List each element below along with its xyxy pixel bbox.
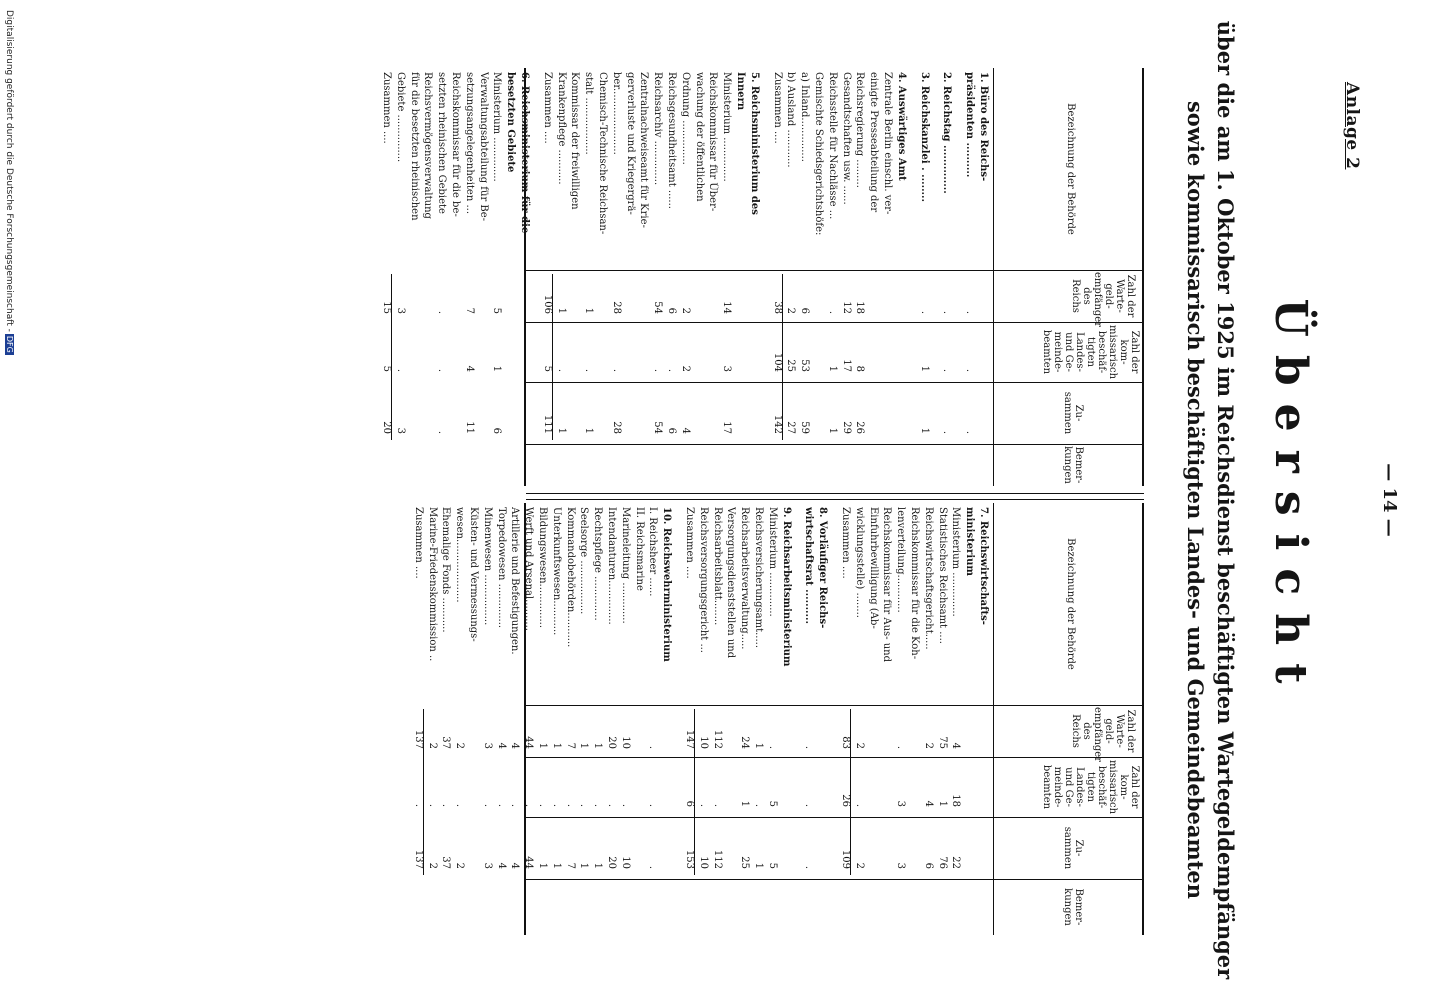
row-label: Reichskommissar für Aus- und xyxy=(881,507,893,662)
page-number: — 14 — xyxy=(1379,463,1400,537)
value-zusammen: 3 xyxy=(895,862,907,869)
value-warte: 18 xyxy=(854,301,866,314)
row-label: II. Reichsmarine xyxy=(633,507,645,591)
value-landes: 18 xyxy=(950,794,962,807)
value-landes: . xyxy=(495,803,507,807)
value-landes: . xyxy=(592,803,604,807)
value-zusammen: 1 xyxy=(583,427,595,434)
value-zusammen: 3 xyxy=(481,862,493,869)
value-zusammen: 1 xyxy=(826,427,838,434)
value-zusammen: 5 xyxy=(766,862,778,869)
row-label: 1. Büro des Reichs- xyxy=(978,72,989,182)
row-label: Verwaltungsabteilung für Be- xyxy=(477,72,489,222)
row-label: 10. Reichswehrministerium xyxy=(661,507,673,662)
value-zusammen: 29 xyxy=(840,421,852,434)
row-label: Reichswirtschaftsgericht..... xyxy=(922,507,934,650)
value-zusammen: 17 xyxy=(721,421,733,434)
row-label: setzten rheinischen Gebiete xyxy=(436,72,448,214)
value-landes: 1 xyxy=(491,365,503,372)
header-landes: Zahl der kom- missarisch beschäf- tigten Landes- und Ge- meinde- beamten xyxy=(1041,324,1140,380)
row-label: 5. Reichsministerium des xyxy=(748,72,760,215)
row-label: Ordnung .............. xyxy=(679,72,691,165)
row-label: 9. Reichsarbeitsministerium xyxy=(780,507,792,667)
value-warte: 2 xyxy=(426,742,438,749)
value-warte: 1 xyxy=(537,742,548,749)
value-warte: 137 xyxy=(412,729,424,749)
row-label: I. Reichsheer ...... xyxy=(647,507,659,597)
value-warte: . xyxy=(941,310,953,314)
value-zusammen: 4 xyxy=(495,862,507,869)
header-bemerkungen: Bemer- kungen xyxy=(1062,446,1084,484)
value-warte: 6 xyxy=(666,307,677,314)
value-zusammen: 1 xyxy=(537,862,548,869)
value-zusammen: 1 xyxy=(592,862,604,869)
value-zusammen: 4 xyxy=(509,862,521,869)
value-landes: 4 xyxy=(463,365,475,372)
row-label: Krankenpflege ........... xyxy=(555,72,567,185)
value-warte: 2 xyxy=(922,742,934,749)
value-warte: 4 xyxy=(495,742,507,749)
header-name: Bezeichnung der Behörde xyxy=(1065,103,1076,235)
row-label: Reichsarbeitsverwaltung..... xyxy=(739,507,751,650)
value-zusammen: 76 xyxy=(936,856,948,869)
row-label: wachung der öffentlichen xyxy=(693,72,705,202)
row-label: Reichskommissar für Über- xyxy=(707,72,719,212)
value-warte: 1 xyxy=(578,742,590,749)
value-landes: 5 xyxy=(766,800,778,807)
value-warte: 1 xyxy=(753,742,764,749)
value-warte: 4 xyxy=(950,742,962,749)
value-zusammen: 1 xyxy=(550,862,562,869)
value-zusammen: 2 xyxy=(454,862,466,869)
row-label: 4. Auswärtiges Amt xyxy=(895,72,907,181)
header-bemerkungen: Bemer- kungen xyxy=(1062,888,1084,926)
row-label: Marine-Friedenskommission .. xyxy=(426,507,438,662)
row-label: Ministerium .............. xyxy=(491,72,503,182)
row-label: Artillerie und Befestigungen. xyxy=(509,507,521,655)
value-zusammen: 22 xyxy=(950,856,962,869)
value-warte: . xyxy=(826,310,838,314)
row-label: wesen.................... xyxy=(454,507,466,603)
value-zusammen: 137 xyxy=(412,849,424,869)
row-label: Torpedowesen .............. xyxy=(495,507,507,629)
value-zusammen: 6 xyxy=(666,427,677,434)
value-zusammen: 11 xyxy=(463,421,475,434)
row-label: Reichsversorgungsgericht ... xyxy=(697,507,709,653)
row-label: 6. Reichsministerium für die xyxy=(519,72,530,234)
value-landes: . xyxy=(481,803,493,807)
column-divider xyxy=(526,444,1144,445)
value-zusammen: 1 xyxy=(753,862,764,869)
value-zusammen: 59 xyxy=(799,421,811,434)
row-label: für die besetzten rheinischen xyxy=(408,72,420,221)
header-warte: Zahl der Warte- geld- empfänger des Reichs xyxy=(1070,707,1136,763)
value-landes: . xyxy=(564,803,576,807)
value-zusammen: 28 xyxy=(610,421,622,434)
value-warte: . xyxy=(436,310,448,314)
value-warte: 24 xyxy=(739,736,751,749)
value-warte: . xyxy=(964,310,976,314)
header-landes: Zahl der kom- missarisch beschäf- tigten Landes- und Ge- meinde- beamten xyxy=(1041,759,1140,815)
value-landes: . xyxy=(753,803,764,807)
value-zusammen: 109 xyxy=(840,849,851,869)
row-label: Reichsstelle für Nachlässe ... xyxy=(826,72,838,220)
value-landes: 2 xyxy=(679,365,691,372)
value-zusammen: 112 xyxy=(711,849,723,869)
value-zusammen: 44 xyxy=(523,856,535,869)
value-zusammen: 27 xyxy=(785,421,797,434)
value-warte: 20 xyxy=(606,736,617,749)
value-landes: . xyxy=(941,368,953,372)
row-label: Zusammen .... xyxy=(840,507,851,579)
value-warte: . xyxy=(895,745,907,749)
value-landes: 6 xyxy=(684,800,695,807)
value-zusammen: . xyxy=(647,865,659,869)
row-label: Unterkunftswesen........... xyxy=(550,507,562,636)
footer xyxy=(4,10,14,355)
value-zusammen: . xyxy=(803,865,815,869)
value-warte: 147 xyxy=(684,729,695,749)
value-warte: 54 xyxy=(652,301,664,314)
value-warte: 10 xyxy=(697,736,709,749)
subtitle-line-2: sowie kommissarisch beschäftigten Landes- und Gemeindebeamten xyxy=(1183,100,1208,899)
value-zusammen: . xyxy=(964,430,976,434)
table-header-rule xyxy=(993,503,994,935)
value-warte: 2 xyxy=(454,742,466,749)
value-landes: 53 xyxy=(799,359,811,372)
value-zusammen: 6 xyxy=(491,427,503,434)
value-zusammen: 25 xyxy=(739,856,751,869)
value-zusammen: 1 xyxy=(918,427,930,434)
value-landes: . xyxy=(436,368,448,372)
row-label: Ministerium .............. xyxy=(950,507,962,617)
row-label: Zentralnachweiseamt für Krie- xyxy=(638,72,650,228)
value-warte: 2 xyxy=(853,742,865,749)
value-zusammen: 2 xyxy=(853,862,865,869)
value-warte: 5 xyxy=(491,307,503,314)
value-warte: 112 xyxy=(711,729,723,749)
value-landes: . xyxy=(440,803,452,807)
value-landes: . xyxy=(666,368,677,372)
row-label: Reichsvermögensverwaltung xyxy=(422,72,434,219)
row-label: Reichsversicherungsamt..... xyxy=(753,507,764,649)
row-label: Ministerium .............. xyxy=(766,507,778,617)
value-zusammen: 142 xyxy=(771,414,783,434)
value-warte: 75 xyxy=(936,736,948,749)
value-warte: 1 xyxy=(592,742,604,749)
value-warte: 7 xyxy=(564,742,576,749)
value-landes: . xyxy=(550,803,562,807)
table-top-rule xyxy=(1142,503,1144,935)
value-zusammen: 2 xyxy=(426,862,438,869)
row-label: wirtschaftsrat .......... xyxy=(803,507,815,624)
row-label: a) Inland.............. xyxy=(799,72,811,162)
row-label: wicklungsstelle) ........ xyxy=(853,507,865,618)
row-label: Reichsarchiv .............. xyxy=(652,72,664,186)
row-label: Reichsgesundheitsamt ...... xyxy=(666,72,677,209)
row-label: Zusammen .... xyxy=(412,507,424,579)
row-label: Minenwesen ................ xyxy=(481,507,493,626)
row-label: Innern xyxy=(735,72,746,111)
value-warte: 28 xyxy=(610,301,622,314)
value-warte: . xyxy=(647,745,659,749)
value-landes: . xyxy=(697,803,709,807)
value-zusammen: 20 xyxy=(606,856,617,869)
value-landes: 25 xyxy=(785,359,797,372)
table-top-rule xyxy=(1142,68,1144,486)
value-warte: 1 xyxy=(550,742,562,749)
row-label: Gemischte Schiedsgerichtshöfe: xyxy=(813,72,824,236)
value-zusammen: 153 xyxy=(684,849,695,869)
row-label: Reichskommissar für die Koh- xyxy=(909,507,920,660)
value-landes: . xyxy=(583,368,595,372)
value-warte: 2 xyxy=(679,307,691,314)
row-label: Ministerium .............. xyxy=(721,72,733,182)
value-zusammen: 10 xyxy=(697,856,709,869)
row-label: ber..................... xyxy=(610,72,622,155)
value-landes: 4 xyxy=(922,800,934,807)
value-landes: 1 xyxy=(918,365,930,372)
header-zusammen: Zu- sammen xyxy=(1062,391,1084,435)
value-landes: . xyxy=(537,803,548,807)
anlage-label: Anlage 2 xyxy=(1342,82,1362,170)
value-landes: 1 xyxy=(739,800,751,807)
value-warte: 37 xyxy=(440,736,452,749)
value-warte: 44 xyxy=(523,736,535,749)
value-warte: 106 xyxy=(541,294,553,314)
value-zusammen: 4 xyxy=(679,427,691,434)
value-zusammen: 3 xyxy=(394,427,406,434)
row-label: lenverteilung............ xyxy=(895,507,907,613)
value-zusammen: . xyxy=(436,430,448,434)
value-zusammen: 1 xyxy=(578,862,590,869)
value-warte: 2 xyxy=(785,307,797,314)
value-zusammen: 1 xyxy=(555,427,567,434)
page-title: Übersicht xyxy=(1265,298,1316,702)
value-zusammen: 37 xyxy=(440,856,452,869)
value-warte: 1 xyxy=(583,307,595,314)
value-landes: . xyxy=(509,803,521,807)
row-label: stalt .................. xyxy=(583,72,595,155)
row-label: Zusammen .... xyxy=(381,72,392,144)
value-landes: 26 xyxy=(840,794,851,807)
value-zusammen: 10 xyxy=(619,856,631,869)
value-landes: 5 xyxy=(381,365,392,372)
value-warte: . xyxy=(918,310,930,314)
value-landes: 3 xyxy=(895,800,907,807)
value-landes: . xyxy=(647,803,659,807)
row-label: Versorgungsdienststellen und xyxy=(725,507,737,659)
row-label: 7. Reichswirtschafts- xyxy=(978,507,989,625)
panel-divider xyxy=(526,493,1144,500)
row-label: einigte Presseabteilung der xyxy=(868,72,880,213)
row-label: Werft und Arsenal.......... xyxy=(523,507,535,631)
value-landes: 8 xyxy=(854,365,866,372)
value-warte: 12 xyxy=(840,301,852,314)
value-landes: 17 xyxy=(840,359,852,372)
value-landes: . xyxy=(964,368,976,372)
value-landes: . xyxy=(803,803,815,807)
row-label: Gebiete ............... xyxy=(394,72,406,163)
row-label: Reichskommissar für die be- xyxy=(450,72,461,217)
row-label: b) Ausland ............ xyxy=(785,72,797,168)
row-label: Marineleitung ............. xyxy=(619,507,631,624)
row-label: Kommissar der freiwilligen xyxy=(569,72,581,210)
value-landes: . xyxy=(711,803,723,807)
value-zusammen: 7 xyxy=(564,862,576,869)
value-zusammen: 20 xyxy=(381,421,392,434)
row-label: Zusammen .... xyxy=(541,72,553,144)
row-label: Seelsorge ................. xyxy=(578,507,590,615)
value-landes: 3 xyxy=(721,365,733,372)
row-label: Statistisches Reichsamt .... xyxy=(936,507,948,644)
value-warte: 6 xyxy=(799,307,811,314)
row-label: Rechtspflege .............. xyxy=(592,507,604,621)
value-warte: 15 xyxy=(381,301,392,314)
header-zusammen: Zu- sammen xyxy=(1062,826,1084,870)
row-label: Kommandobehörden........... xyxy=(564,507,576,648)
row-label: 2. Reichstag .............. xyxy=(941,72,953,194)
value-warte: 3 xyxy=(394,307,406,314)
row-label: Chemisch-Technische Reichsan- xyxy=(597,72,608,235)
value-warte: . xyxy=(766,745,778,749)
header-name: Bezeichnung der Behörde xyxy=(1065,538,1076,670)
row-label: besetzten Gebiete xyxy=(505,72,517,173)
value-zusammen: 54 xyxy=(652,421,664,434)
row-label: 8. Vorläufiger Reichs- xyxy=(817,507,829,629)
row-label: präsidenten .......... xyxy=(964,72,976,178)
value-warte: 1 xyxy=(555,307,567,314)
row-label: Bildungswesen.............. xyxy=(537,507,548,629)
value-warte: . xyxy=(803,745,815,749)
value-landes: 1 xyxy=(936,800,948,807)
table-header-rule xyxy=(993,68,994,486)
value-warte: 14 xyxy=(721,301,733,314)
value-zusammen: 6 xyxy=(922,862,934,869)
value-warte: 4 xyxy=(509,742,521,749)
header-warte: Zahl der Warte- geld- empfänger des Reichs xyxy=(1070,272,1136,328)
value-landes: . xyxy=(853,803,865,807)
row-label: gerverluste und Kriegergrä- xyxy=(624,72,636,215)
value-landes: . xyxy=(610,368,622,372)
row-label: Zentrale Berlin einschl. ver- xyxy=(882,72,893,215)
value-zusammen: . xyxy=(941,430,953,434)
dfg-logo: DFG xyxy=(5,335,14,353)
row-label: Ehemalige Fonds ........... xyxy=(440,507,452,633)
row-label: Reichsarbeitsblatt........ xyxy=(711,507,723,626)
value-zusammen: 26 xyxy=(854,421,866,434)
column-divider xyxy=(526,879,1144,880)
row-label: Zusammen .... xyxy=(771,72,783,144)
row-label: 3. Reichskanzlei . ........ xyxy=(918,72,930,202)
row-label: Gesandtschaften usw. ...... xyxy=(840,72,852,205)
value-landes: . xyxy=(619,803,631,807)
value-landes: 1 xyxy=(826,365,838,372)
value-warte: 38 xyxy=(771,301,783,314)
row-label: Einfuhrbewilligung (Ab- xyxy=(867,507,879,629)
row-label: Zusammen .... xyxy=(684,507,695,579)
value-warte: 83 xyxy=(840,736,851,749)
value-landes: . xyxy=(426,803,438,807)
value-landes: . xyxy=(578,803,590,807)
value-warte: 7 xyxy=(463,307,475,314)
row-label: ministerium xyxy=(964,507,976,576)
row-label: Reichsregierung ......... xyxy=(854,72,866,188)
value-landes: . xyxy=(555,368,567,372)
footer-text: Digitalisierung gefördert durch die Deutsche Forschungsgemeinschaft - xyxy=(4,10,14,332)
row-label: Intendanturen.............. xyxy=(606,507,617,625)
value-landes: . xyxy=(454,803,466,807)
value-landes: 104 xyxy=(771,352,783,372)
row-label: setzungsangelegenheiten ... xyxy=(463,72,475,214)
subtitle-line-1: über die am 1. Oktober 1925 im Reichsdienst beschäftigten Wartegeldempfänger xyxy=(1213,20,1238,980)
value-landes: . xyxy=(606,803,617,807)
value-zusammen: 111 xyxy=(541,414,553,434)
value-landes: 5 xyxy=(541,365,553,372)
value-warte: 3 xyxy=(481,742,493,749)
row-label: Küsten- und Vermessungs- xyxy=(468,507,479,642)
value-landes: . xyxy=(523,803,535,807)
value-landes: . xyxy=(412,803,424,807)
value-landes: . xyxy=(394,368,406,372)
value-warte: 10 xyxy=(619,736,631,749)
value-landes: . xyxy=(652,368,664,372)
